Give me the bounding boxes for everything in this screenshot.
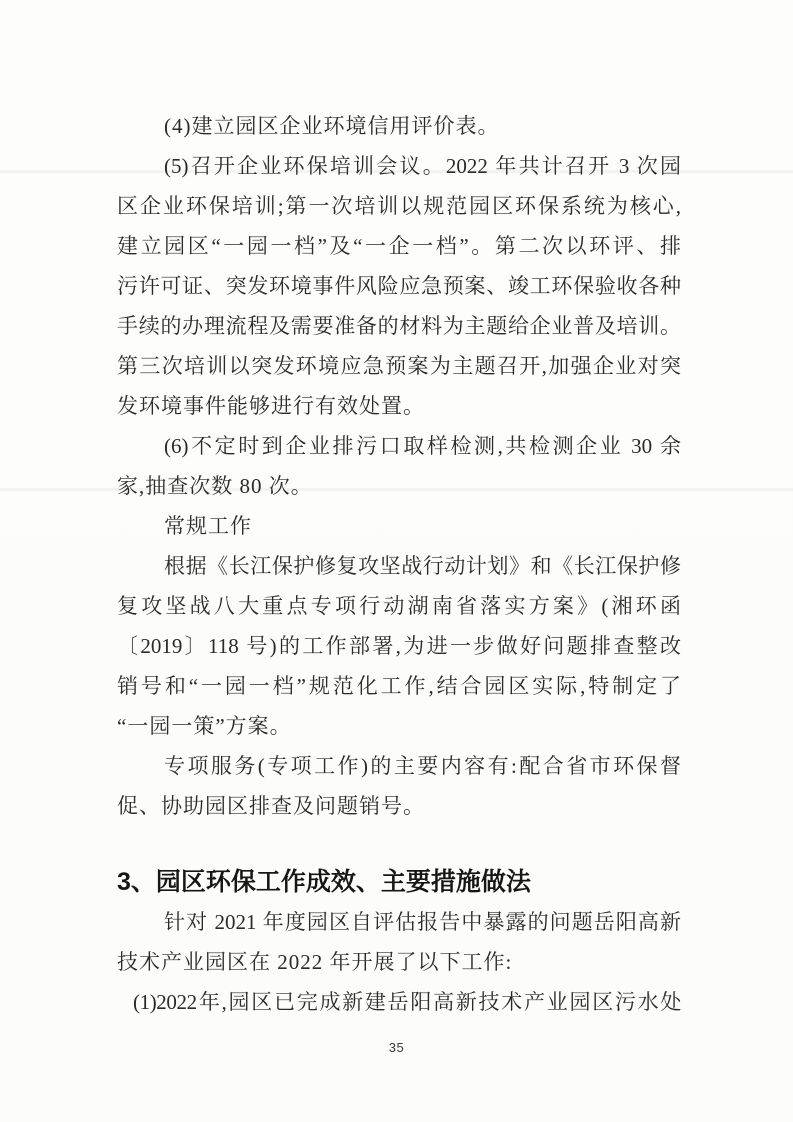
- text-line: 手续的办理流程及需要准备的材料为主题给企业普及培训。: [117, 314, 681, 338]
- text-line: (6)不定时到企业排污口取样检测,共检测企业 30 余: [164, 434, 681, 458]
- text-line: 复攻坚战八大重点专项行动湖南省落实方案》(湘环函: [117, 594, 681, 618]
- text-line: 建立园区“一园一档”及“一企一档”。第二次以环评、排: [117, 234, 681, 258]
- text-line: 针对 2021 年度园区自评估报告中暴露的问题岳阳高新: [164, 910, 681, 934]
- section-heading: 3、园区环保工作成效、主要措施做法: [117, 868, 531, 896]
- text-line: 技术产业园区在 2022 年开展了以下工作:: [117, 950, 513, 974]
- text-line: “一园一策”方案。: [117, 714, 292, 738]
- text-line: 家,抽查次数 80 次。: [117, 474, 313, 498]
- page-number: 35: [388, 1040, 405, 1055]
- text-line: 发环境事件能够进行有效处置。: [117, 394, 425, 418]
- text-line: (5)召开企业环保培训会议。2022 年共计召开 3 次园: [164, 154, 681, 178]
- text-line: (4)建立园区企业环境信用评价表。: [164, 114, 500, 138]
- body-text: [117, 106, 681, 1022]
- text-line: 第三次培训以突发环境应急预案为主题召开,加强企业对突: [117, 354, 681, 378]
- text-line: 〔2019〕118 号)的工作部署,为进一步做好问题排查整改: [117, 634, 681, 658]
- text-line: 专项服务(专项工作)的主要内容有:配合省市环保督: [164, 754, 681, 778]
- text-line: 根据《长江保护修复攻坚战行动计划》和《长江保护修: [164, 554, 681, 578]
- text-line: 区企业环保培训;第一次培训以规范园区环保系统为核心,: [117, 194, 681, 218]
- text-line: (1)2022年,园区已完成新建岳阳高新技术产业园区污水处: [133, 990, 681, 1014]
- text-line: 促、协助园区排查及问题销号。: [117, 794, 425, 818]
- text-line: 常规工作: [164, 514, 252, 538]
- text-line: 销号和“一园一档”规范化工作,结合园区实际,特制定了: [117, 674, 681, 698]
- text-line: 污许可证、突发环境事件风险应急预案、竣工环保验收各种: [117, 274, 681, 298]
